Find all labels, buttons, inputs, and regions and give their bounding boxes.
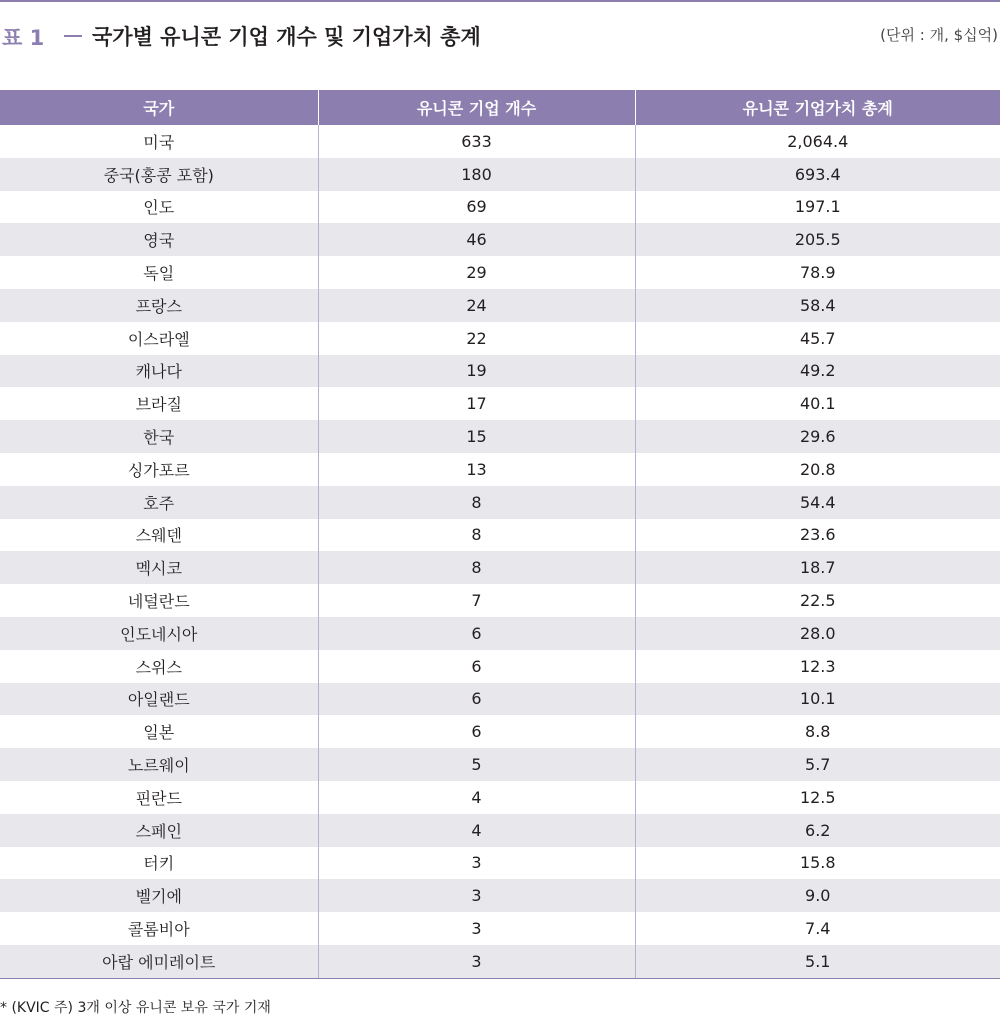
cell-value: 29.6 [635, 420, 1000, 453]
cell-country: 터키 [143, 854, 175, 874]
cell-count: 8 [318, 486, 635, 519]
header-row [0, 90, 1000, 125]
cell-value: 28.0 [635, 617, 1000, 650]
cell-count: 4 [318, 814, 635, 847]
cell-value: 78.9 [635, 256, 1000, 289]
cell-count: 22 [318, 322, 635, 355]
cell-count: 7 [318, 584, 635, 617]
cell-value: 9.0 [635, 879, 1000, 912]
cell-country: 아일랜드 [0, 683, 318, 716]
cell-count: 180 [318, 158, 635, 191]
cell-value: 23.6 [635, 519, 1000, 552]
cell-value: 20.8 [635, 453, 1000, 486]
cell-count: 8 [318, 519, 635, 552]
cell-value: 5.1 [635, 945, 1000, 978]
cell-country: 싱가포르 [127, 460, 190, 480]
table-row [0, 584, 1000, 617]
cell-count: 6 [318, 650, 635, 683]
cell-value: 40.1 [635, 387, 1000, 420]
cell-country: 콜롬비아 [127, 920, 190, 940]
table-number: 표 1 [2, 26, 45, 50]
cell-count: 24 [318, 289, 635, 322]
cell-value: 6.2 [635, 814, 1000, 847]
cell-value: 7.4 [635, 912, 1000, 945]
cell-count: 4 [318, 781, 635, 814]
cell-value: 693.4 [635, 158, 1000, 191]
column-header-count: 유니콘 기업 개수 [318, 90, 635, 125]
cell-count: 6 [318, 715, 635, 748]
cell-country: 벨기에 [0, 879, 318, 912]
cell-country: 이스라엘 [127, 329, 190, 349]
cell-country: 인도네시아 [0, 617, 318, 650]
cell-count: 19 [318, 355, 635, 388]
cell-country: 프랑스 [0, 289, 318, 322]
table-row [0, 322, 1000, 355]
column-header-value: 유니콘 기업가치 총계 [635, 90, 1000, 125]
cell-value: 12.3 [635, 650, 1000, 683]
cell-country: 스웨덴 [135, 526, 182, 546]
table-row [0, 879, 1000, 912]
cell-value: 8.8 [635, 715, 1000, 748]
cell-country: 핀란드 [135, 788, 182, 808]
cell-country: 일본 [143, 723, 175, 743]
cell-country: 멕시코 [0, 551, 318, 584]
cell-value: 12.5 [635, 781, 1000, 814]
table-row [0, 289, 1000, 322]
cell-count: 13 [318, 453, 635, 486]
cell-count: 3 [318, 945, 635, 978]
table-row [0, 617, 1000, 650]
cell-country: 네덜란드 [127, 592, 190, 612]
cell-country: 아랍 에미레이트 [0, 945, 318, 978]
cell-count: 5 [318, 748, 635, 781]
table-row [0, 158, 1000, 191]
cell-count: 29 [318, 256, 635, 289]
table-row [0, 223, 1000, 256]
table-row [0, 453, 1000, 486]
cell-value: 58.4 [635, 289, 1000, 322]
cell-value: 205.5 [635, 223, 1000, 256]
cell-value: 5.7 [635, 748, 1000, 781]
cell-count: 3 [318, 879, 635, 912]
table-row [0, 191, 1000, 224]
column-header-country: 국가 [0, 90, 318, 125]
table-row [0, 814, 1000, 847]
cell-country: 스위스 [135, 657, 182, 677]
unicorn-table [0, 90, 1000, 979]
cell-country: 스페인 [0, 814, 318, 847]
cell-count: 17 [318, 387, 635, 420]
table-row [0, 683, 1000, 716]
cell-country: 한국 [0, 420, 318, 453]
cell-count: 8 [318, 551, 635, 584]
table-row [0, 125, 1000, 158]
cell-value: 45.7 [635, 322, 1000, 355]
cell-count: 633 [318, 125, 635, 158]
table-row [0, 912, 1000, 945]
table-row [0, 847, 1000, 880]
cell-country: 중국(홍콩 포함) [0, 158, 318, 191]
title-dash [64, 35, 82, 37]
cell-country: 노르웨이 [0, 748, 318, 781]
cell-count: 3 [318, 912, 635, 945]
cell-value: 18.7 [635, 551, 1000, 584]
cell-country: 브라질 [135, 395, 182, 415]
table-row [0, 519, 1000, 552]
table-row [0, 715, 1000, 748]
table-row [0, 748, 1000, 781]
table-row [0, 387, 1000, 420]
cell-count: 15 [318, 420, 635, 453]
cell-value: 22.5 [635, 584, 1000, 617]
table-row [0, 486, 1000, 519]
table-caption [0, 20, 1000, 54]
table-row [0, 420, 1000, 453]
cell-value: 10.1 [635, 683, 1000, 716]
table-title: 국가별 유니콘 기업 개수 및 기업가치 총계 [92, 25, 481, 49]
footnote: * (KVIC 주) 3개 이상 유니콘 보유 국가 기재 [0, 1000, 271, 1016]
cell-count: 46 [318, 223, 635, 256]
cell-value: 49.2 [635, 355, 1000, 388]
table-body [0, 125, 1000, 978]
table-row [0, 355, 1000, 388]
cell-country: 인도 [143, 198, 175, 218]
cell-value: 197.1 [635, 191, 1000, 224]
cell-value: 2,064.4 [635, 125, 1000, 158]
table-row [0, 650, 1000, 683]
cell-country: 미국 [143, 132, 175, 152]
top-rule [0, 0, 1000, 2]
cell-country: 영국 [0, 223, 318, 256]
cell-value: 15.8 [635, 847, 1000, 880]
table-row [0, 945, 1000, 978]
cell-country: 독일 [143, 264, 175, 284]
unit-note: (단위 : 개, $십억) [880, 26, 998, 44]
cell-count: 6 [318, 617, 635, 650]
cell-value: 54.4 [635, 486, 1000, 519]
table-row [0, 551, 1000, 584]
table-row [0, 781, 1000, 814]
cell-count: 6 [318, 683, 635, 716]
table-row [0, 256, 1000, 289]
cell-country: 캐나다 [0, 355, 318, 388]
cell-count: 69 [318, 191, 635, 224]
cell-country: 호주 [0, 486, 318, 519]
cell-count: 3 [318, 847, 635, 880]
